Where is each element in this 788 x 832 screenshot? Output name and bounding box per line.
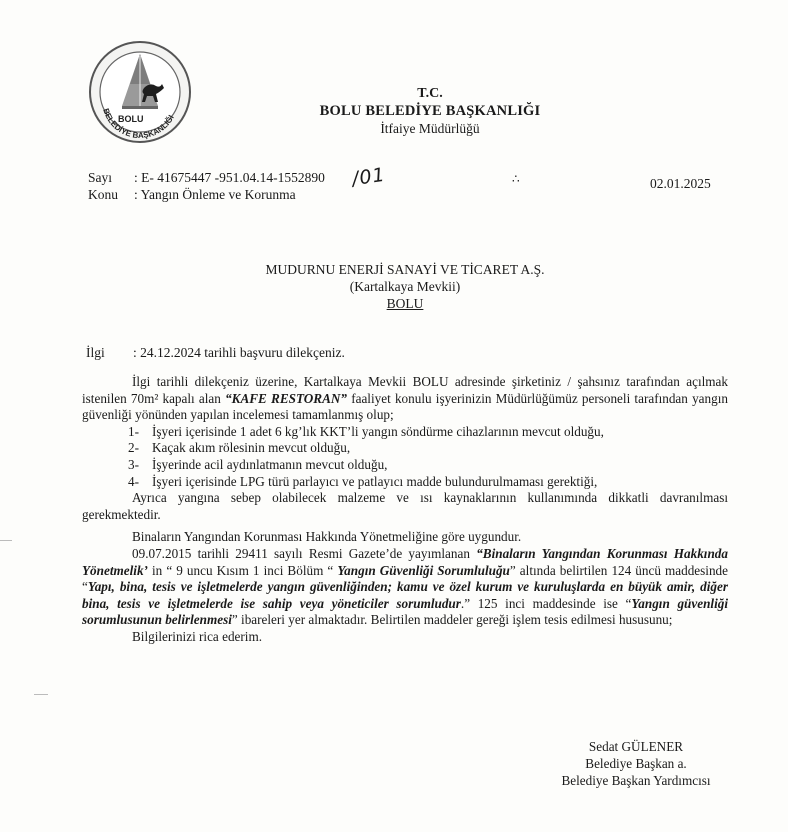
letter-header [300, 86, 560, 137]
recipient-block [240, 261, 570, 312]
p4-text-a: 09.07.2015 tarihli 29411 sayılı Resmi Gazete’de yayımlanan [132, 545, 477, 561]
header-institution: BOLU BELEDİYE BAŞKANLIĞI [319, 103, 541, 119]
list-item [128, 424, 728, 441]
p4-section-title: Yangın Güvenliği Sorumluluğu [337, 562, 510, 578]
bolu-municipality-seal-icon [88, 40, 192, 144]
p1-text-c: faaliyet konulu işyerinizin Müdürlüğümüz personeli tarafından yangın güvenliği yönünden yapılan incelemesi tamamlanmış olup; [82, 390, 728, 423]
paragraph-3: Binaların Yangından Korunması Hakkında Yönetmeliğine göre uygundur. [132, 529, 522, 545]
list-number: 2- [128, 440, 139, 456]
list-number: 1- [128, 423, 139, 439]
list-item [128, 440, 728, 457]
p4-text-e: ” altında belirtilen 124 üncü maddesinde “ [82, 562, 728, 595]
p4-regulation-name: “Binaların Yangından Korunması Hakkında Yönetmelik’ [82, 545, 728, 578]
recipient-name: MUDURNU ENERJİ SANAYİ VE TİCARET A.Ş. [265, 262, 545, 277]
handwritten-number: /01 [350, 163, 387, 191]
paragraph-1 [82, 374, 728, 424]
stray-mark: ∴ [512, 172, 520, 186]
recipient-location: (Kartalkaya Mevkii) [349, 279, 461, 294]
sayi-line [88, 170, 325, 186]
signature-block [536, 738, 736, 789]
recipient-city: BOLU [386, 296, 424, 311]
signer-name: Sedat GÜLENER [588, 739, 684, 754]
list-item [128, 474, 728, 491]
ilgi-label: İlgi [86, 345, 105, 360]
p1-text-a: İlgi tarihli dilekçeniz üzerine, Kartalkaya Mevkii BOLU adresinde şirketiniz / şahsınız tarafından açılmak istenilen 70m² kapalı alan [82, 374, 728, 406]
list-text: İşyerinde acil aydınlatmanın mevcut olduğu, [152, 456, 388, 472]
p4-article-124-quote: Yapı, bina, tesis ve işletmelerde yangın güvenliğinden; kamu ve özel kurum ve kuruluşlarda en büyük amir, diğer bina, tesis ve işletmelerde ise sahip veya yöneticiler sorumludur [82, 579, 728, 611]
list-number: 4- [128, 473, 139, 489]
letter-body [82, 374, 728, 646]
p4-text-c: in “ 9 uncu Kısım 1 inci Bölüm “ [147, 562, 338, 578]
scan-mark [0, 540, 12, 541]
list-text: İşyeri içerisinde LPG türü parlayıcı ve patlayıcı madde bulundurulmaması gerektiği, [152, 473, 598, 489]
konu-value: : Yangın Önleme ve Korunma [134, 187, 296, 202]
signer-title-2: Belediye Başkan Yardımcısı [561, 773, 711, 788]
sayi-value: : E- 41675447 -951.04.14-1552890 [134, 170, 325, 185]
ilgi-line [86, 345, 345, 361]
letter-date: 02.01.2025 [650, 176, 711, 191]
paragraph-4 [82, 546, 728, 629]
paragraph-5: Bilgilerinizi rica ederim. [132, 628, 262, 644]
seal-top-text: BOLU [118, 114, 144, 124]
header-department: İtfaiye Müdürlüğü [380, 121, 480, 136]
list-text: İşyeri içerisinde 1 adet 6 kg’lık KKT’li yangın söndürme cihazlarının mevcut olduğu, [152, 423, 604, 439]
scan-mark [34, 694, 48, 695]
list-text: Kaçak akım rölesinin mevcut olduğu, [152, 440, 351, 456]
header-tc: T.C. [417, 86, 443, 101]
p1-business-type: “KAFE RESTORAN” [225, 390, 348, 406]
seal-ring-text: BELEDİYE BAŞKANLIĞI [101, 107, 176, 141]
list-number: 3- [128, 456, 139, 472]
signer-title-1: Belediye Başkan a. [585, 756, 687, 771]
ilgi-value: : 24.12.2024 tarihli başvuru dilekçeniz. [133, 345, 345, 360]
p4-article-125-quote: Yangın güvenliği sorumlusunun belirlenmesi [82, 595, 729, 628]
konu-label: Konu [88, 187, 118, 202]
p4-text-g: .” 125 inci maddesinde ise “ [460, 595, 632, 611]
konu-line [88, 187, 296, 203]
paragraph-2: Ayrıca yangına sebep olabilecek malzeme ve ısı kaynaklarının kullanımında dikkatli davranılması gerekmektedir. [82, 490, 728, 522]
sayi-label: Sayı [88, 170, 113, 185]
list-item [128, 457, 728, 474]
p4-text-i: ” ibareleri yer almaktadır. Belirtilen maddeler gereği işlem tesis edilmesi hususunu; [231, 612, 673, 628]
